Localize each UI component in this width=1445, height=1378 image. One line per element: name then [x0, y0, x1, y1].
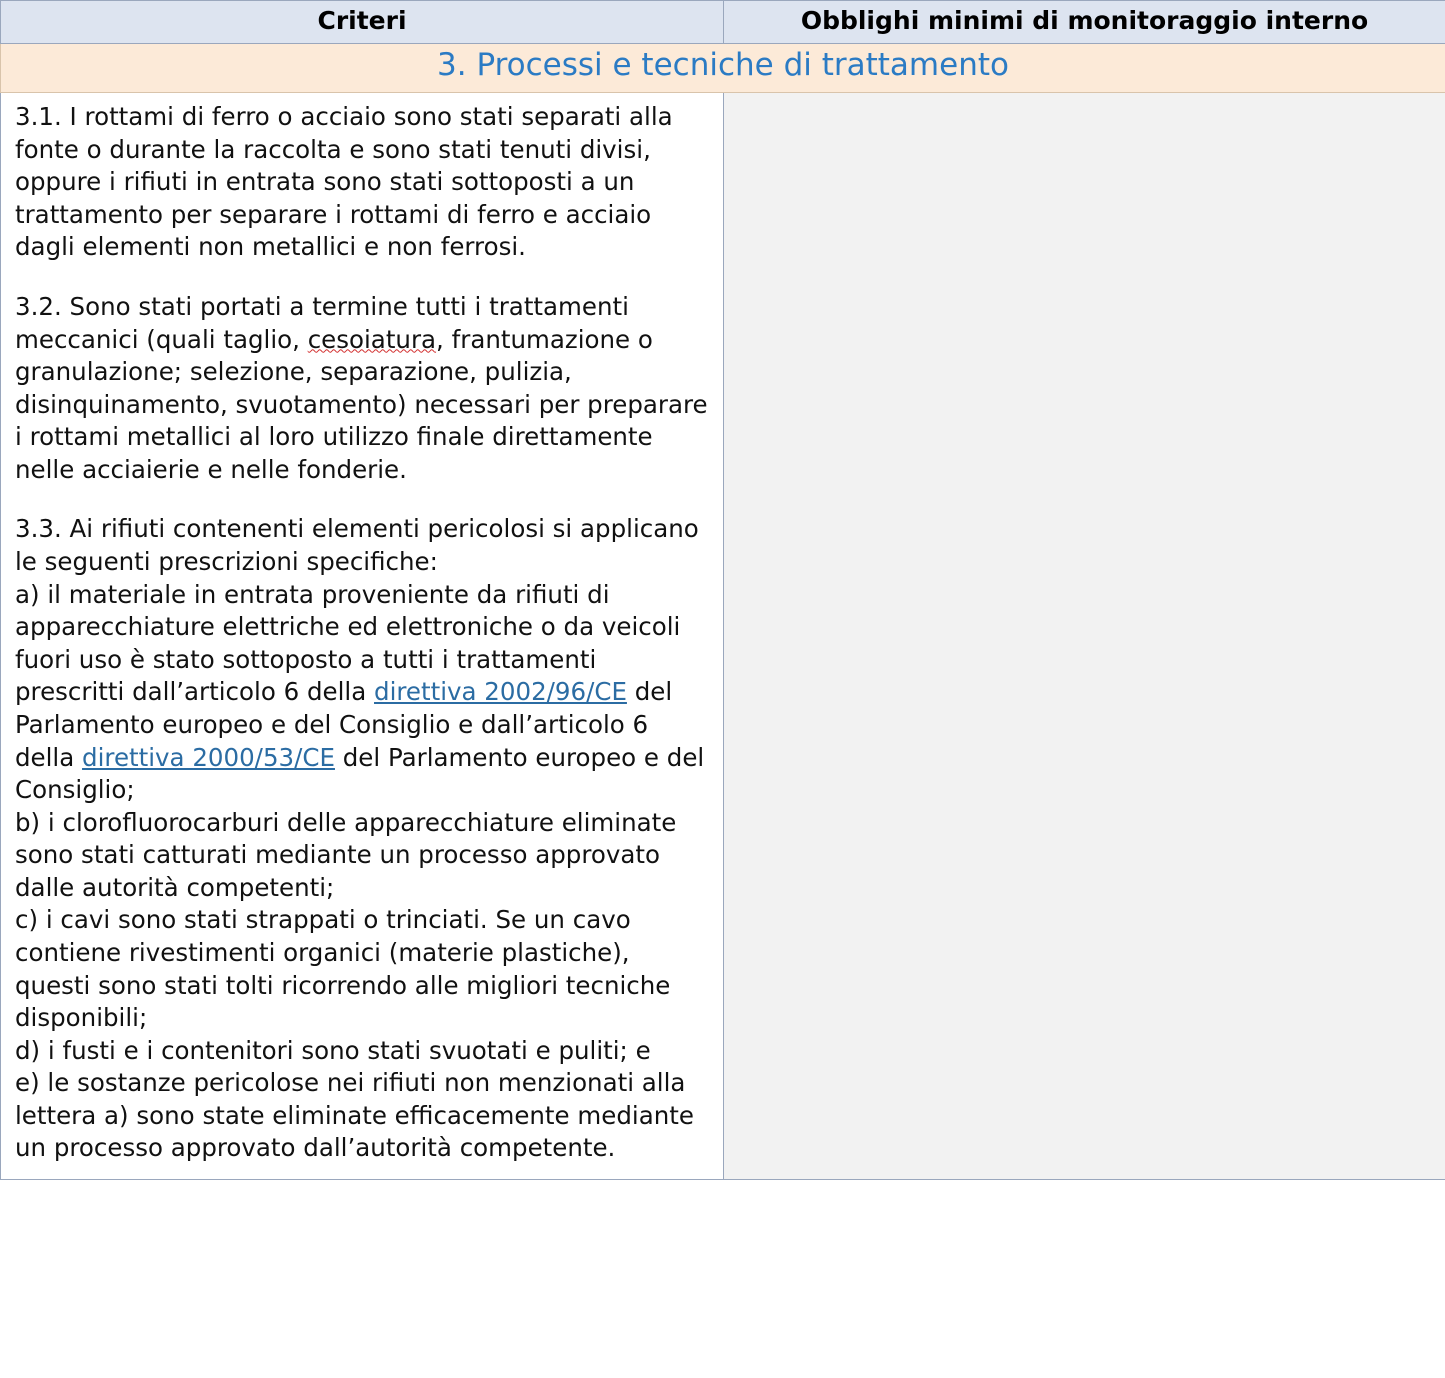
criteria-cell: [1, 93, 724, 1180]
criterion-3-3-item-c: c) i cavi sono stati strappati o trinciati. Se un cavo contiene rivestimenti organici (materie plastiche), questi sono stati tolti ricorrendo alle migliori tecniche disponibili;: [15, 905, 679, 1033]
section-title-cell: [1, 44, 1445, 93]
criteria-text-block: [15, 101, 716, 1165]
link-direttiva-2002-96-ce[interactable]: direttiva 2002/96/CE: [374, 677, 627, 707]
criterion-3-2-part-a: 3.2. Sono stati portati a termine tutti i trattamenti meccanici (quali taglio,: [15, 291, 637, 354]
criterion-3-3: [15, 513, 713, 1165]
criterion-3-2-part-b: , frantumazione o granulazione; selezione, separazione, pulizia, disinquinamento, svuotamento) necessari per preparare i rottami metallici al loro utilizzo finale direttamente nelle acciaierie e nelle fonderie.: [15, 324, 716, 484]
table-row: [1, 93, 1445, 1180]
section-title-row: [1, 44, 1445, 93]
criterion-3-1: 3.1. I rottami di ferro o acciaio sono stati separati alla fonte o durante la raccolta e sono stati tenuti divisi, oppure i rifiuti in entrata sono stati sottoposti a un trattamento per separare i rottami di ferro e acciaio dagli elementi non metallici e non ferrosi.: [15, 102, 681, 262]
section-title: 3. Processi e tecniche di trattamento: [437, 47, 1009, 83]
criterion-3-3-item-e: e) le sostanze pericolose nei rifiuti non menzionati alla lettera a) sono state eliminate efficacemente mediante un processo approvato dall’autorità competente.: [15, 1068, 702, 1163]
column-header-obblighi: Obblighi minimi di monitoraggio interno: [724, 1, 1445, 44]
column-header-criteri: Criteri: [1, 1, 724, 44]
criterion-3-3-item-a-part2: del Parlamento europeo e del Consiglio e dall’articolo 6 della: [15, 677, 680, 772]
criterion-3-3-item-b: b) i clorofluorocarburi delle apparecchiature eliminate sono stati catturati mediante un processo approvato dalle autorità competenti;: [15, 807, 685, 902]
criterion-3-3-intro: 3.3. Ai rifiuti contenenti elementi pericolosi si applicano le seguenti prescrizioni specifiche:: [15, 514, 707, 577]
criterion-3-3-item-a-part1: a) il materiale in entrata proveniente da rifiuti di apparecchiature elettriche ed elettroniche o da veicoli fuori uso è stato sottoposto a tutti i trattamenti prescritti dall’articolo 6 della: [15, 579, 689, 707]
monitoring-cell: [724, 93, 1445, 1180]
criterion-3-3-item-a-part3: del Parlamento europeo e del Consiglio;: [15, 742, 713, 805]
table-header-row: [1, 1, 1445, 44]
criterion-3-2: [15, 291, 716, 486]
criterion-3-3-item-d: d) i fusti e i contenitori sono stati svuotati e puliti; e: [15, 1035, 651, 1065]
link-direttiva-2000-53-ce[interactable]: direttiva 2000/53/CE: [82, 742, 335, 772]
spellcheck-word: cesoiatura: [307, 324, 437, 354]
